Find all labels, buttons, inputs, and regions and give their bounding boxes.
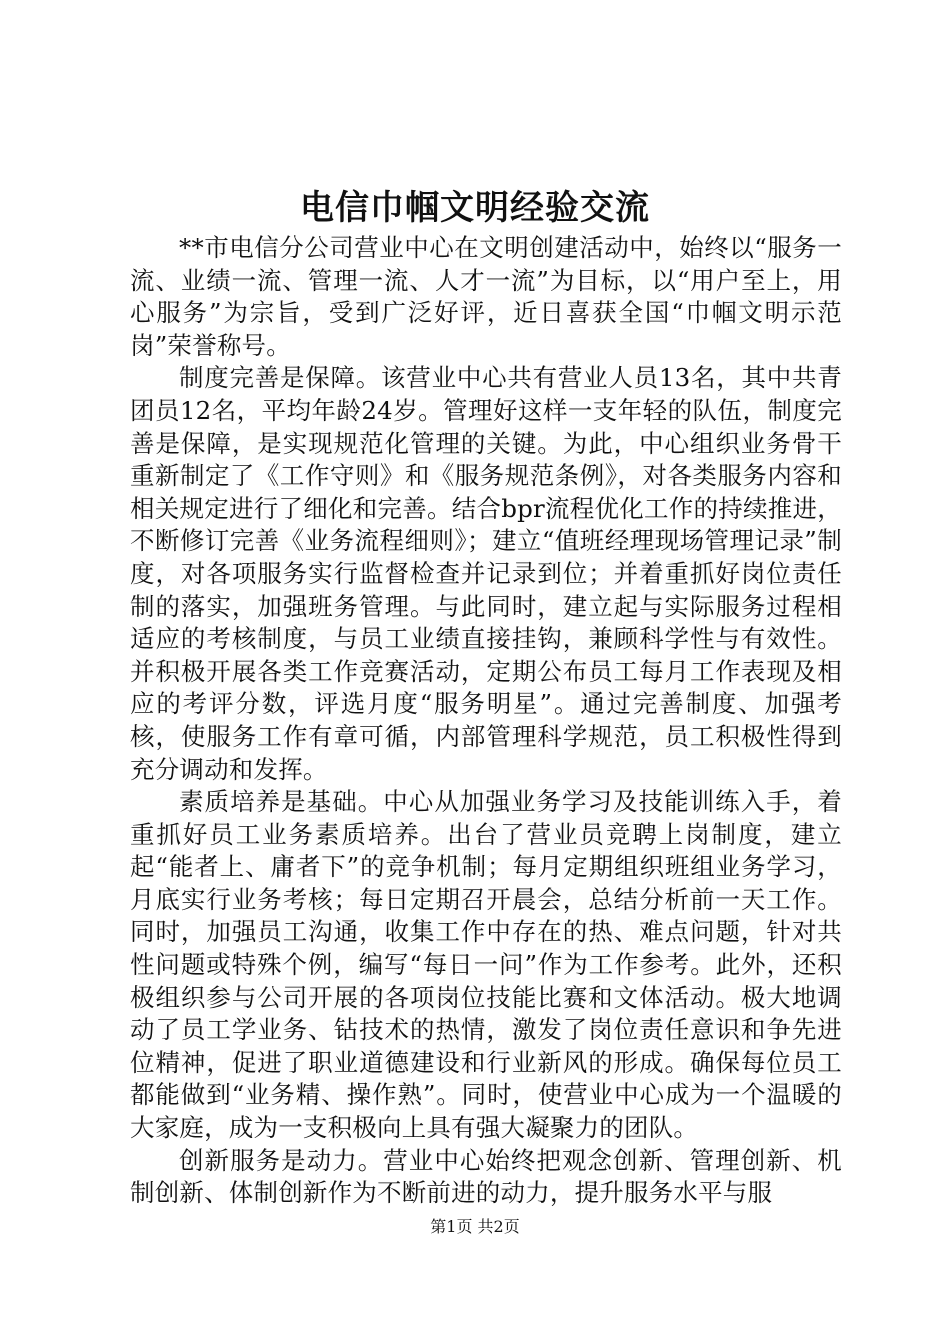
document-title: 电信巾帼文明经验交流 bbox=[300, 188, 650, 228]
page-number-footer: 第1页 共2页 bbox=[430, 1217, 520, 1236]
document-body bbox=[130, 232, 842, 1210]
paragraph-system: 制度完善是保障。该营业中心共有营业人员13名，其中共青团员12名，平均年龄24岁。管理好这样一支年轻的队伍，制度完善是保障，是实现规范化管理的关键。为此，中心组织业务骨干重新制定了《工作守则》和《服务规范条例》，对各类服务内容和相关规定进行了细化和完善。结合bpr流程优化工作的持续推进，不断修订完善《业务流程细则》；建立“值班经理现场管理记录”制度，对各项服务实行监督检查并记录到位；并着重抓好岗位责任制的落实，加强班务管理。与此同时，建立起与实际服务过程相适应的考核制度，与员工业绩直接挂钩，兼顾科学性与有效性。并积极开展各类工作竞赛活动，定期公布员工每月工作表现及相应的考评分数，评选月度“服务明星”。通过完善制度、加强考核，使服务工作有章可循，内部管理科学规范，员工积极性得到充分调动和发挥。 bbox=[130, 363, 842, 784]
paragraph-intro: **市电信分公司营业中心在文明创建活动中，始终以“服务一流、业绩一流、管理一流、人才一流”为目标，以“用户至上，用心服务”为宗旨，受到广泛好评，近日喜获全国“巾帼文明示范岗”荣誉称号。 bbox=[130, 233, 842, 360]
paragraph-innovation: 创新服务是动力。营业中心始终把观念创新、管理创新、机制创新、体制创新作为不断前进的动力，提升服务水平与服 bbox=[130, 1145, 842, 1208]
paragraph-training: 素质培养是基础。中心从加强业务学习及技能训练入手，着重抓好员工业务素质培养。出台了营业员竞聘上岗制度，建立起“能者上、庸者下”的竞争机制；每月定期组织班组业务学习，月底实行业务考核；每日定期召开晨会，总结分析前一天工作。同时，加强员工沟通，收集工作中存在的热、难点问题，针对共性问题或特殊个例，编写“每日一问”作为工作参考。此外，还积极组织参与公司开展的各项岗位技能比赛和文体活动。极大地调动了员工学业务、钻技术的热情，激发了岗位责任意识和争先进位精神，促进了职业道德建设和行业新风的形成。确保每位员工都能做到“业务精、操作熟”。同时，使营业中心成为一个温暖的大家庭，成为一支积极向上具有强大凝聚力的团队。 bbox=[130, 787, 842, 1143]
